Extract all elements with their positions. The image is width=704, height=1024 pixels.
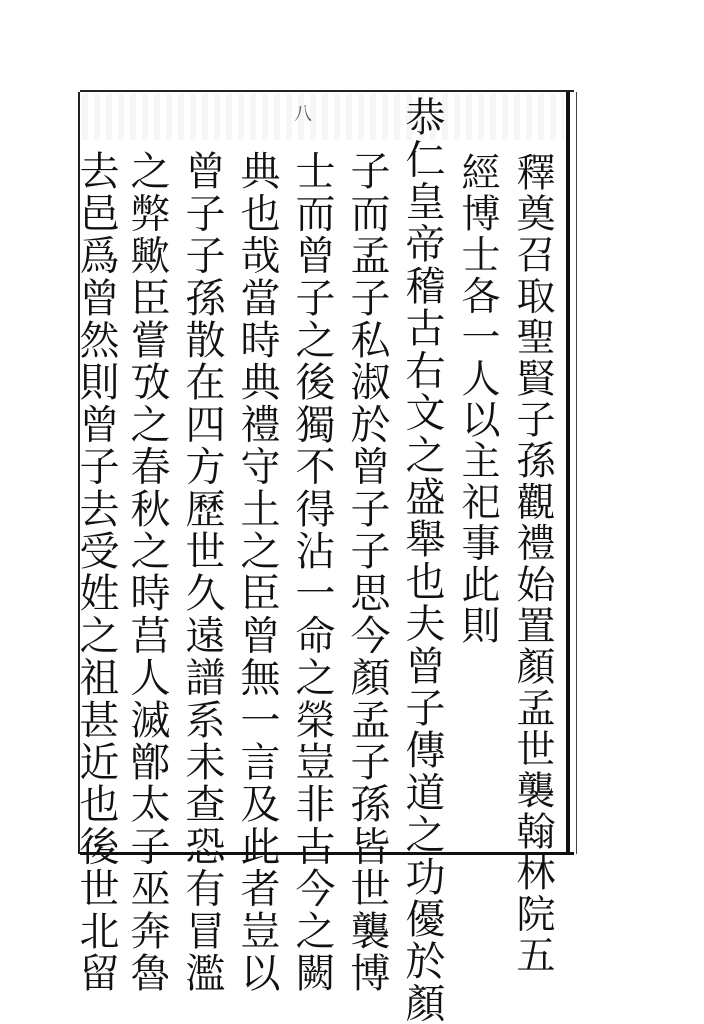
text-column-9: 去邑爲曾然則曾子去受姓之祖甚近也後世北留 xyxy=(73,150,119,994)
folio-mark: 八 xyxy=(294,104,312,125)
text-column-7: 曾子子孫散在四方歷世久遠譜系未查恐有冒濫 xyxy=(179,150,225,994)
text-column-2: 經博士各一人以主祀事此則 xyxy=(455,152,500,647)
text-column-5: 士而曾子之後獨不得沾一命之榮豈非古今之闕 xyxy=(289,150,335,994)
text-column-3: 恭仁皇帝稽古右文之盛舉也夫曾子傳道之功優於顏 xyxy=(399,96,445,1024)
frame-right-rule xyxy=(566,92,570,854)
frame-right-outer-rule xyxy=(576,92,577,854)
text-column-8: 之弊歟臣嘗攷之春秋之時莒人滅鄫太子巫奔魯 xyxy=(124,150,170,994)
text-column-6: 典也哉當時典禮守土之臣曾無一言及此者豈以 xyxy=(234,150,280,994)
text-column-1: 釋奠召取聖賢子孫觀禮始置顏孟世襲翰林院五 xyxy=(510,152,555,976)
text-column-4: 子而孟子私淑於曾子子思今顏孟子孫皆世襲博 xyxy=(344,150,390,994)
